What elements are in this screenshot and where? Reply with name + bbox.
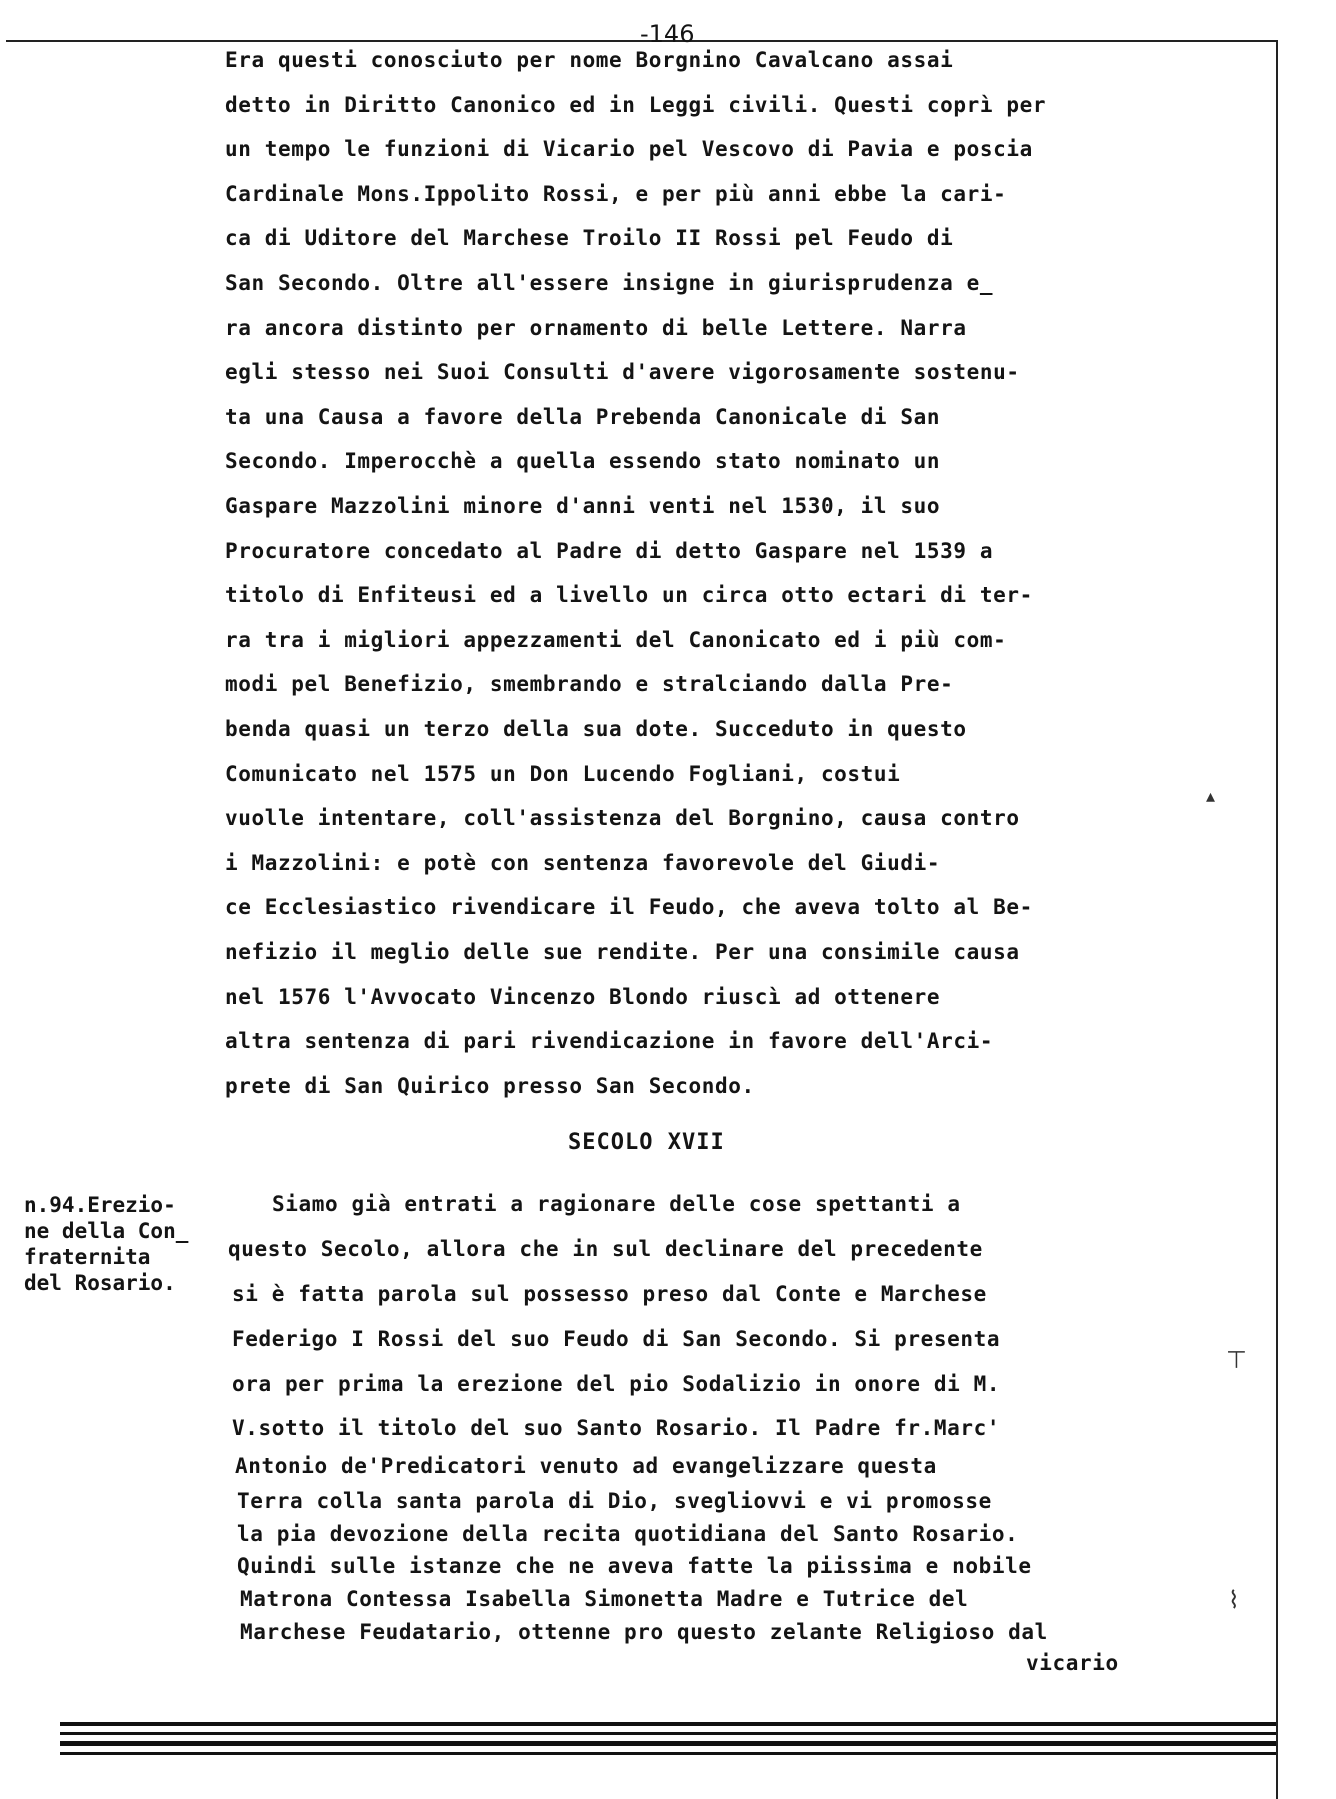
- text-line: ce Ecclesiastico rivendicare il Feudo, che aveva tolto al Be-: [225, 895, 1033, 920]
- bottom-rule: [60, 1722, 1276, 1726]
- text-line: i Mazzolini: e potè con sentenza favorevole del Giudi-: [225, 850, 941, 875]
- page-number: -146: [640, 20, 695, 48]
- text-line: si è fatta parola sul possesso preso dal Conte e Marchese: [232, 1282, 987, 1306]
- text-line: Federigo I Rossi del suo Feudo di San Secondo. Si presenta: [232, 1327, 1001, 1351]
- text-line: modi pel Benefizio, smembrando e stralciando dalla Pre-: [225, 672, 954, 697]
- section-heading: SECOLO XVII: [568, 1130, 725, 1155]
- text-line: Marchese Feudatario, ottenne pro questo zelante Religioso dal: [240, 1620, 1048, 1644]
- scan-margin-right: [1278, 0, 1336, 1799]
- text-line: questo Secolo, allora che in sul declinare del precedente: [228, 1237, 983, 1261]
- text-line: un tempo le funzioni di Vicario pel Vescovo di Pavia e poscia: [225, 137, 1033, 162]
- text-line: Gaspare Mazzolini minore d'anni venti nel 1530, il suo: [225, 494, 941, 518]
- text-line: ora per prima la erezione del pio Sodalizio in onore di M.: [232, 1372, 1001, 1396]
- text-line: San Secondo. Oltre all'essere insigne in giurisprudenza e_: [225, 271, 994, 295]
- scan-speck: ⊤: [1226, 1346, 1247, 1374]
- text-line: la pia devozione della recita quotidiana del Santo Rosario.: [237, 1522, 1019, 1546]
- text-line: Matrona Contessa Isabella Simonetta Madre e Tutrice del: [240, 1587, 969, 1611]
- text-line: Antonio de'Predicatori venuto ad evangelizzare questa: [235, 1454, 937, 1478]
- text-line: Secondo. Imperocchè a quella essendo stato nominato un: [225, 449, 941, 474]
- text-line: nefizio il meglio delle sue rendite. Per una consimile causa: [225, 940, 1020, 964]
- text-line: prete di San Quirico presso San Secondo.: [225, 1073, 755, 1098]
- bottom-rule: [60, 1752, 1276, 1755]
- text-line: Cardinale Mons.Ippolito Rossi, e per più anni ebbe la cari-: [225, 181, 1007, 206]
- text-line: egli stesso nei Suoi Consulti d'avere vigorosamente sostenu-: [225, 360, 1020, 385]
- text-line: Quindi sulle istanze che ne aveva fatte la piissima e nobile: [237, 1554, 1032, 1578]
- bottom-rule: [60, 1741, 1276, 1746]
- text-line: Terra colla santa parola di Dio, svegliovvi e vi promosse: [237, 1489, 992, 1513]
- text-line: Era questi conosciuto per nome Borgnino Cavalcano assai: [225, 48, 954, 72]
- text-line: detto in Diritto Canonico ed in Leggi civili. Questi coprì per: [225, 92, 1047, 117]
- text-line: altra sentenza di pari rivendicazione in favore dell'Arci-: [225, 1029, 994, 1054]
- text-line: nel 1576 l'Avvocato Vincenzo Blondo riuscì ad ottenere: [225, 984, 941, 1009]
- text-line: ta una Causa a favore della Prebenda Canonicale di San: [225, 404, 941, 429]
- scan-speck: ⌇: [1228, 1586, 1240, 1614]
- text-line: titolo di Enfiteusi ed a livello un circa otto ectari di ter-: [225, 583, 1033, 608]
- margin-note: n.94.Erezio- ne della Con_ fraternita del Rosario.: [24, 1193, 189, 1295]
- bottom-rule: [60, 1732, 1276, 1735]
- text-line: ra ancora distinto per ornamento di belle Lettere. Narra: [225, 315, 967, 340]
- text-line: vicario: [1026, 1651, 1119, 1675]
- text-line: Comunicato nel 1575 un Don Lucendo Fogliani, costui: [225, 761, 901, 786]
- text-line: V.sotto il titolo del suo Santo Rosario. Il Padre fr.Marc': [232, 1416, 1001, 1440]
- text-line: Procuratore concedato al Padre di detto Gaspare nel 1539 a: [225, 538, 994, 563]
- text-line: Siamo già entrati a ragionare delle cose spettanti a: [272, 1192, 961, 1216]
- text-line: vuolle intentare, coll'assistenza del Borgnino, causa contro: [225, 806, 1020, 831]
- scan-speck: ▴: [1206, 786, 1216, 807]
- text-line: ca di Uditore del Marchese Troilo II Rossi pel Feudo di: [225, 226, 954, 251]
- text-line: benda quasi un terzo della sua dote. Succeduto in questo: [225, 717, 967, 741]
- text-line: ra tra i migliori appezzamenti del Canonicato ed i più com-: [225, 627, 1007, 652]
